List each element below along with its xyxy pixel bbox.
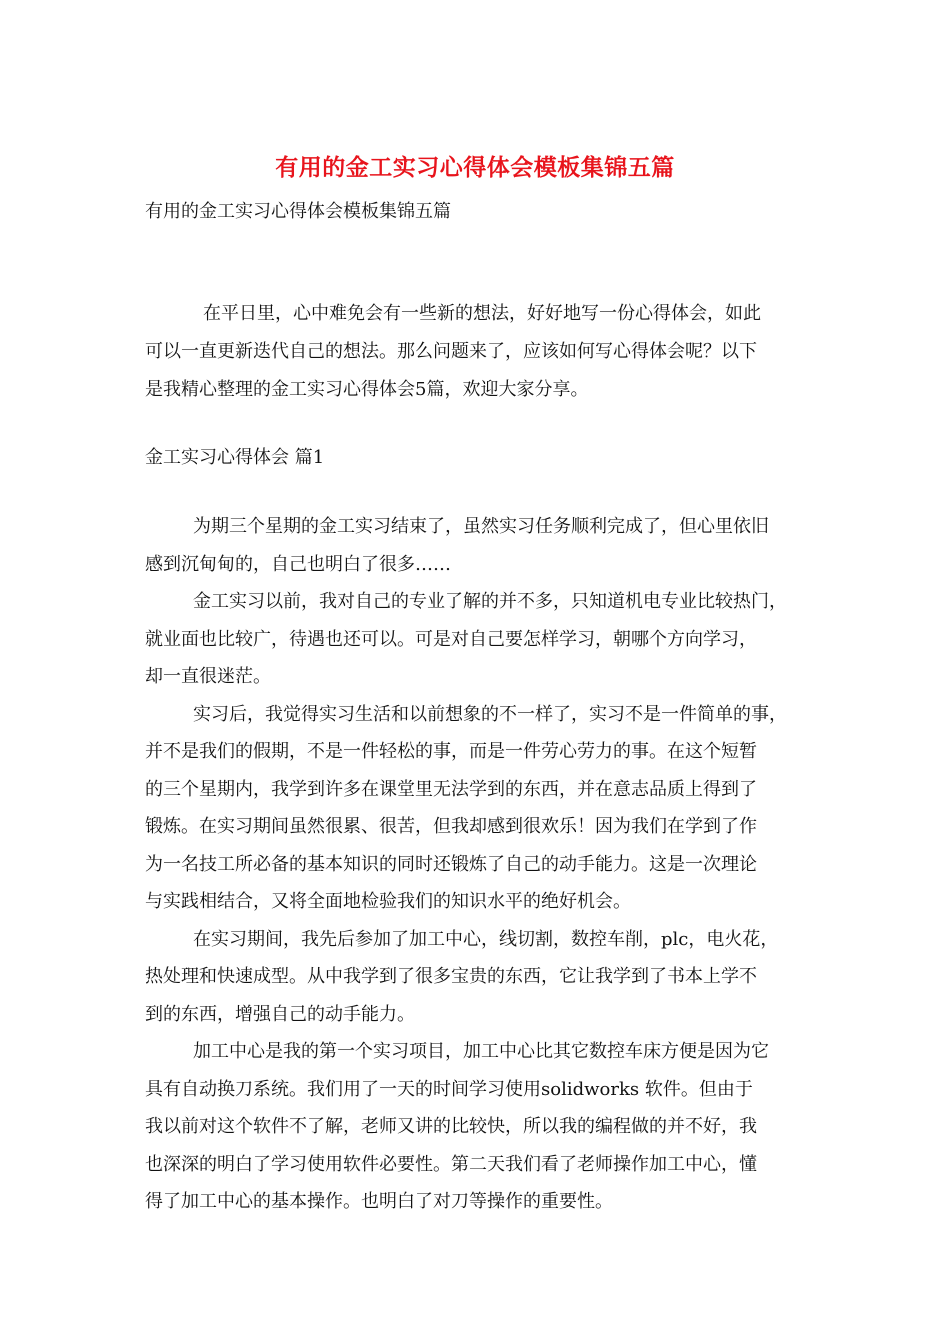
intro-line: 可以一直更新迭代自己的想法。那么问题来了，应该如何写心得体会呢？以下 [145, 341, 757, 362]
body-text [145, 508, 815, 1221]
body-line: 为期三个星期的金工实习结束了，虽然实习任务顺利完成了，但心里依旧 [193, 516, 769, 537]
body-line: 就业面也比较广，待遇也还可以。可是对自己要怎样学习，朝哪个方向学习， [145, 628, 757, 650]
body-line: 的三个星期内，我学到许多在课堂里无法学到的东西，并在意志品质上得到了 [145, 778, 757, 800]
body-line: 并不是我们的假期，不是一件轻松的事，而是一件劳心劳力的事。在这个短暂 [145, 741, 757, 762]
body-line: 实习后，我觉得实习生活和以前想象的不一样了，实习不是一件简单的事， [193, 703, 787, 725]
body-line: 热处理和快速成型。从中我学到了很多宝贵的东西，它让我学到了书本上学不 [145, 966, 757, 987]
body-line: 我以前对这个软件不了解，老师又讲的比较快，所以我的编程做的并不好，我 [145, 1116, 757, 1137]
body-line: 具有自动换刀系统。我们用了一天的时间学习使用solidworks 软件。但由于 [145, 1078, 753, 1100]
document-subtitle: 有用的金工实习心得体会模板集锦五篇 [145, 201, 451, 222]
body-line: 得了加工中心的基本操作。也明白了对刀等操作的重要性。 [145, 1191, 613, 1212]
intro-line: 在平日里，心中难免会有一些新的想法，好好地写一份心得体会，如此 [203, 303, 761, 324]
section-heading: 金工实习心得体会 篇1 [145, 447, 325, 468]
document-title: 有用的金工实习心得体会模板集锦五篇 [275, 154, 675, 181]
body-line: 却一直很迷茫。 [145, 666, 271, 687]
intro-paragraph [145, 295, 815, 409]
intro-line: 是我精心整理的金工实习心得体会5篇，欢迎大家分享。 [145, 379, 589, 400]
body-line: 为一名技工所必备的基本知识的同时还锻炼了自己的动手能力。这是一次理论 [145, 853, 757, 875]
body-line: 到的东西，增强自己的动手能力。 [145, 1003, 415, 1025]
body-line: 加工中心是我的第一个实习项目，加工中心比其它数控车床方便是因为它 [193, 1041, 769, 1062]
body-line: 也深深的明白了学习使用软件必要性。第二天我们看了老师操作加工中心，懂 [145, 1153, 757, 1175]
body-line: 金工实习以前，我对自己的专业了解的并不多，只知道机电专业比较热门， [193, 591, 787, 612]
body-line: 感到沉甸甸的，自己也明白了很多…… [145, 553, 451, 575]
body-line: 与实践相结合，又将全面地检验我们的知识水平的绝好机会。 [145, 891, 631, 912]
body-line: 在实习期间，我先后参加了加工中心，线切割，数控车削，plc，电火花， [193, 928, 779, 950]
body-line: 锻炼。在实习期间虽然很累、很苦，但我却感到很欢乐！因为我们在学到了作 [145, 816, 757, 837]
